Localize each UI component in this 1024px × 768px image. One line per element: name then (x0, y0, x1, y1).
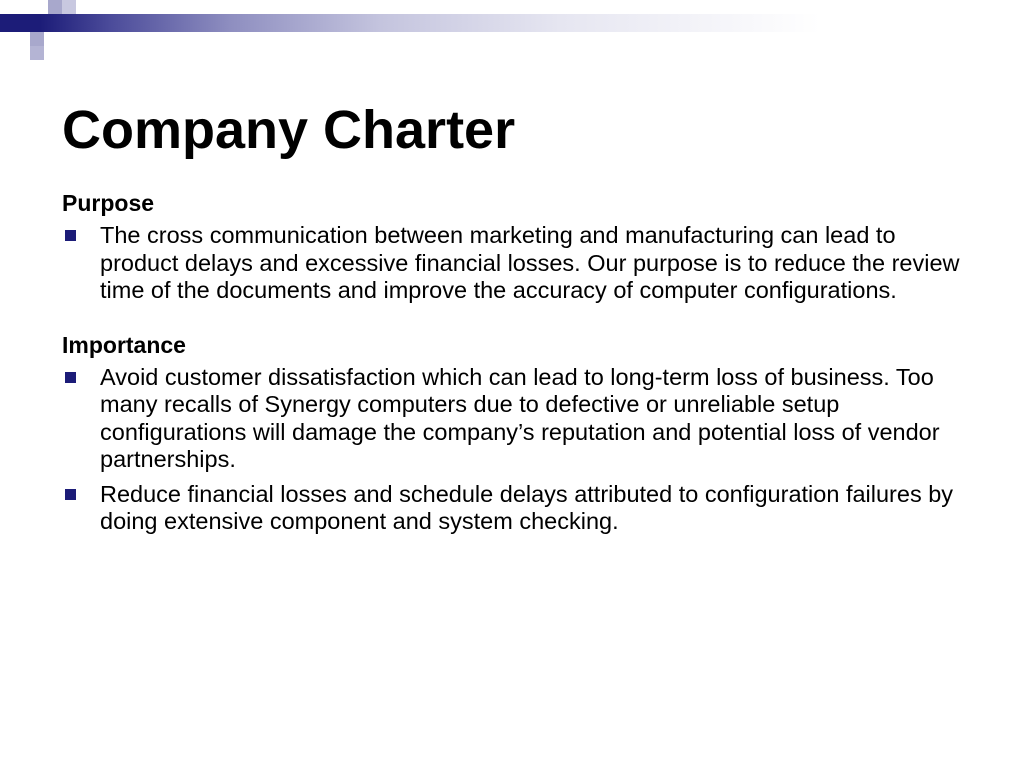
section-purpose (62, 188, 962, 305)
header-square-light (62, 0, 76, 14)
header-square-light (48, 0, 62, 14)
bullet-text: The cross communication between marketing and manufacturing can lead to product delays and excessive financial losses. Our purpose is to reduce the review time of the documents and improve the accuracy of computer configurations. (100, 222, 960, 303)
section-heading: Purpose (62, 190, 155, 216)
header-square-light (30, 46, 44, 60)
slide-title: Company Charter (62, 100, 516, 160)
bullet-item (62, 222, 962, 305)
header-gradient-band (0, 14, 1024, 32)
bullet-text: Avoid customer dissatisfaction which can lead to long-term loss of business. Too many recalls of Synergy computers due to defective or unreliable setup configurations will damage the company’s reputation and potential loss of vendor partnerships. (100, 363, 940, 472)
square-bullet-icon (65, 372, 76, 383)
header-square-dark (14, 14, 28, 28)
square-bullet-icon (65, 230, 76, 241)
section-importance (62, 330, 962, 536)
bullet-item (62, 481, 962, 536)
slide-body (62, 188, 962, 561)
header-square-light (30, 32, 44, 46)
bullet-item (62, 364, 962, 474)
bullet-text: Reduce financial losses and schedule delays attributed to configuration failures by doing extensive component and system checking. (100, 480, 954, 534)
section-heading: Importance (62, 331, 186, 358)
square-bullet-icon (65, 489, 76, 500)
